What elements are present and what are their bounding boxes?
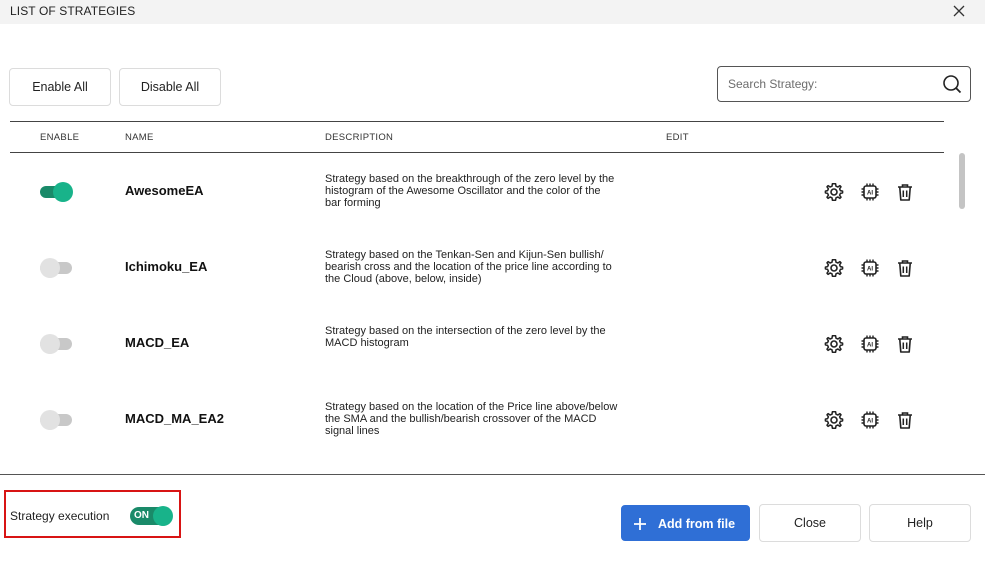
strategy-execution-highlight <box>4 490 181 538</box>
trash-icon[interactable] <box>895 334 915 354</box>
svg-text:AI: AI <box>867 266 873 273</box>
chip-icon[interactable] <box>860 182 880 202</box>
table-row <box>10 382 944 458</box>
trash-icon[interactable] <box>895 410 915 430</box>
gear-icon[interactable] <box>824 334 844 354</box>
toggle-knob <box>153 506 173 526</box>
close-button[interactable]: Close <box>759 504 861 542</box>
enable-toggle[interactable] <box>40 338 72 350</box>
plus-icon <box>632 516 648 532</box>
strategy-list <box>10 154 944 460</box>
table-row <box>10 230 944 306</box>
search-box <box>717 66 971 102</box>
toggle-knob <box>40 258 60 278</box>
enable-toggle[interactable] <box>40 262 72 274</box>
add-from-file-label: Add from file <box>658 517 736 531</box>
strategy-description <box>325 325 655 349</box>
strategy-name: AwesomeEA <box>125 183 204 198</box>
header-description: DESCRIPTION <box>325 132 394 143</box>
enable-all-button[interactable]: Enable All <box>9 68 111 106</box>
description-line: bar forming <box>325 197 381 209</box>
header-name: NAME <box>125 132 154 143</box>
trash-icon[interactable] <box>895 258 915 278</box>
description-line: the Cloud (above, below, inside) <box>325 273 482 285</box>
description-line: MACD histogram <box>325 337 409 349</box>
description-line: bearish cross and the location of the price line according to <box>325 261 612 273</box>
title-bar <box>0 0 985 24</box>
strategy-execution-label: Strategy execution <box>10 509 110 523</box>
description-line: the SMA and the bullish/bearish crossover of the MACD <box>325 413 597 425</box>
footer-divider <box>0 474 985 475</box>
trash-icon[interactable] <box>895 182 915 202</box>
table-row <box>10 306 944 382</box>
chip-icon[interactable] <box>860 334 880 354</box>
description-line: Strategy based on the intersection of the zero level by the <box>325 325 606 337</box>
strategy-execution-toggle[interactable] <box>130 507 172 525</box>
search-icon[interactable] <box>942 74 962 94</box>
description-line: Strategy based on the Tenkan-Sen and Kijun-Sen bullish/ <box>325 249 604 261</box>
description-line: Strategy based on the location of the Price line above/below <box>325 401 618 413</box>
table-row <box>10 154 944 230</box>
toggle-knob <box>53 182 73 202</box>
window-title: LIST OF STRATEGIES <box>10 4 136 18</box>
strategy-description <box>325 173 655 209</box>
header-enable: ENABLE <box>40 132 80 143</box>
strategy-description <box>325 249 655 285</box>
add-from-file-button[interactable] <box>621 505 750 541</box>
strategy-name: Ichimoku_EA <box>125 259 208 274</box>
header-edit: EDIT <box>666 132 689 143</box>
gear-icon[interactable] <box>824 410 844 430</box>
svg-text:AI: AI <box>867 418 873 425</box>
description-line: Strategy based on the breakthrough of the zero level by the <box>325 173 615 185</box>
scroll-thumb[interactable] <box>959 153 965 209</box>
description-line: signal lines <box>325 425 380 437</box>
description-line: histogram of the Awesome Oscillator and the color of the <box>325 185 601 197</box>
strategy-name: MACD_EA <box>125 335 190 350</box>
strategy-description <box>325 401 655 437</box>
gear-icon[interactable] <box>824 182 844 202</box>
help-button[interactable]: Help <box>869 504 971 542</box>
search-input[interactable] <box>728 75 928 93</box>
svg-text:AI: AI <box>867 190 873 197</box>
close-icon[interactable] <box>951 3 967 19</box>
enable-toggle[interactable] <box>40 186 72 198</box>
toggle-knob <box>40 410 60 430</box>
chip-icon[interactable] <box>860 410 880 430</box>
disable-all-button[interactable]: Disable All <box>119 68 221 106</box>
gear-icon[interactable] <box>824 258 844 278</box>
chip-icon[interactable] <box>860 258 880 278</box>
strategy-name: MACD_MA_EA2 <box>125 411 224 426</box>
vertical-scrollbar[interactable] <box>958 152 966 460</box>
enable-toggle[interactable] <box>40 414 72 426</box>
svg-text:AI: AI <box>867 342 873 349</box>
toggle-state-label: ON <box>134 510 149 521</box>
table-header <box>10 121 944 153</box>
toggle-knob <box>40 334 60 354</box>
